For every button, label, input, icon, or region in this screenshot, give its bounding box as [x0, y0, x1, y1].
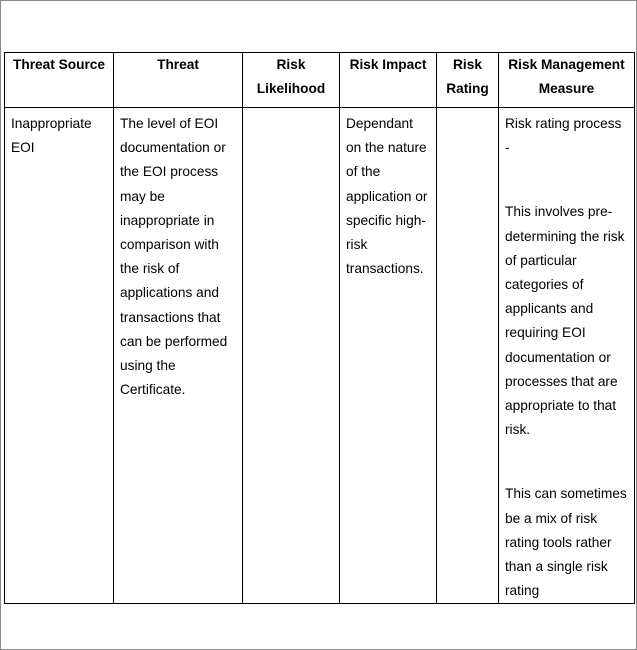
header-risk-rating: Risk Rating	[437, 53, 499, 108]
header-threat-source: Threat Source	[5, 53, 114, 108]
header-risk-management-measure: Risk Management Measure	[499, 53, 635, 108]
header-threat: Threat	[114, 53, 243, 108]
risk-table	[4, 52, 635, 604]
header-risk-impact: Risk Impact	[340, 53, 437, 108]
measure-paragraph: This involves pre-determining the risk of particular categories of applicants and requiring EOI documentation or processes that are appropriate to that risk.	[505, 204, 625, 438]
table-row	[5, 108, 635, 604]
cell-risk-rating	[437, 108, 499, 604]
cell-risk-likelihood	[243, 108, 340, 604]
cell-threat: The level of EOI documentation or the EOI process may be inappropriate in comparison with the risk of applications and transactions that can be performed using the Certificate.	[114, 108, 243, 604]
header-risk-likelihood: Risk Likelihood	[243, 53, 340, 108]
measure-paragraph: Risk rating process -	[505, 116, 622, 156]
measure-paragraph: This can sometimes be a mix of risk rating tools rather than a single risk rating	[505, 486, 627, 599]
cell-risk-management-measure	[499, 108, 635, 604]
cell-risk-impact: Dependant on the nature of the application or specific high-risk transactions.	[340, 108, 437, 604]
cell-threat-source: Inappropriate EOI	[5, 108, 114, 604]
table-header-row	[5, 53, 635, 108]
